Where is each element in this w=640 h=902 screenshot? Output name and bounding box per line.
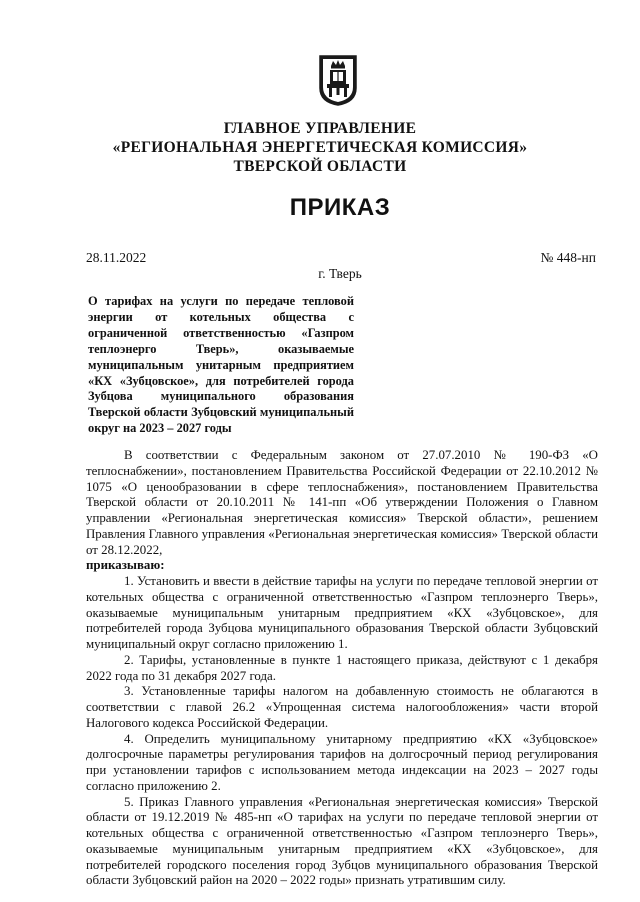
order-item-2: 2. Тарифы, установленные в пункте 1 настоящего приказа, действуют с 1 декабря 2022 года по 31 декабря 2027 года. — [86, 652, 598, 683]
order-item-1: 1. Установить и ввести в действие тарифы на услуги по передаче тепловой энергии от котельных общества с ограниченной ответственностью «Газпром теплоэнерго Тверь», оказываемые муниципальным унитарным предприятием «КХ «Зубцовское», для потребителей города Зубцова муниципального образования Тверской области Зубцовский муниципальный округ согласно приложению 1. — [86, 574, 598, 651]
order-word: приказываю: — [86, 558, 165, 573]
document-body — [86, 448, 598, 889]
document-date: 28.11.2022 — [86, 250, 147, 265]
org-name-line-3: ТВЕРСКОЙ ОБЛАСТИ — [233, 158, 407, 175]
document-subject: О тарифах на услуги по передаче тепловой энергии от котельных общества с ограниченной ответственностью «Газпром теплоэнерго Тверь», оказываемые муниципальным унитарным предприятием «КХ «Зубцовское», для потребителей города Зубцова муниципального образования Тверской области Зубцовский муниципальный округ на 2023 – 2027 годы — [88, 294, 354, 436]
document-city: г. Тверь — [318, 266, 362, 281]
preamble-paragraph: В соответствии с Федеральным законом от 27.07.2010 № 190-ФЗ «О теплоснабжении», постановлением Правительства Российской Федерации от 22.10.2012 № 1075 «О ценообразовании в сфере теплоснабжения», постановлением Правительства Тверской области от 20.10.2011 № 141-пп «Об утверждении Положения о Главном управлении «Региональная энергетическая комиссия» Тверской области», решением Правления Главного управления «Региональная энергетическая комиссия» Тверской области от 28.12.2022, — [86, 448, 598, 557]
tver-coat-of-arms-icon — [318, 54, 358, 106]
order-item-4: 4. Определить муниципальному унитарному предприятию «КХ «Зубцовское» долгосрочные параметры регулирования тарифов на долгосрочный период регулирования при установлении тарифов с использованием метода индексации на 2023 – 2027 годы согласно приложению 2. — [86, 731, 598, 793]
order-item-5: 5. Приказ Главного управления «Региональная энергетическая комиссия» Тверской области от 19.12.2019 № 485-нп «О тарифах на услуги по передаче тепловой энергии от котельных общества с ограниченной ответственностью «Газпром теплоэнерго Тверь», оказываемые муниципальным унитарным предприятием «КХ «Зубцовское», для потребителей городского поселения город Зубцов муниципального образования Тверской области Зубцовский район на 2020 – 2022 годы» признать утратившим силу. — [86, 794, 598, 888]
document-number: № 448-нп — [540, 250, 596, 265]
order-item-3: 3. Установленные тарифы налогом на добавленную стоимость не облагаются в соответствии с главой 26.2 «Упрощенная система налогообложения» части второй Налогового кодекса Российской Федерации. — [86, 684, 598, 730]
org-name-line-2: «РЕГИОНАЛЬНАЯ ЭНЕРГЕТИЧЕСКАЯ КОМИССИЯ» — [112, 139, 528, 156]
org-name-line-1: ГЛАВНОЕ УПРАВЛЕНИЕ — [223, 120, 417, 137]
document-title: ПРИКАЗ — [289, 194, 391, 221]
